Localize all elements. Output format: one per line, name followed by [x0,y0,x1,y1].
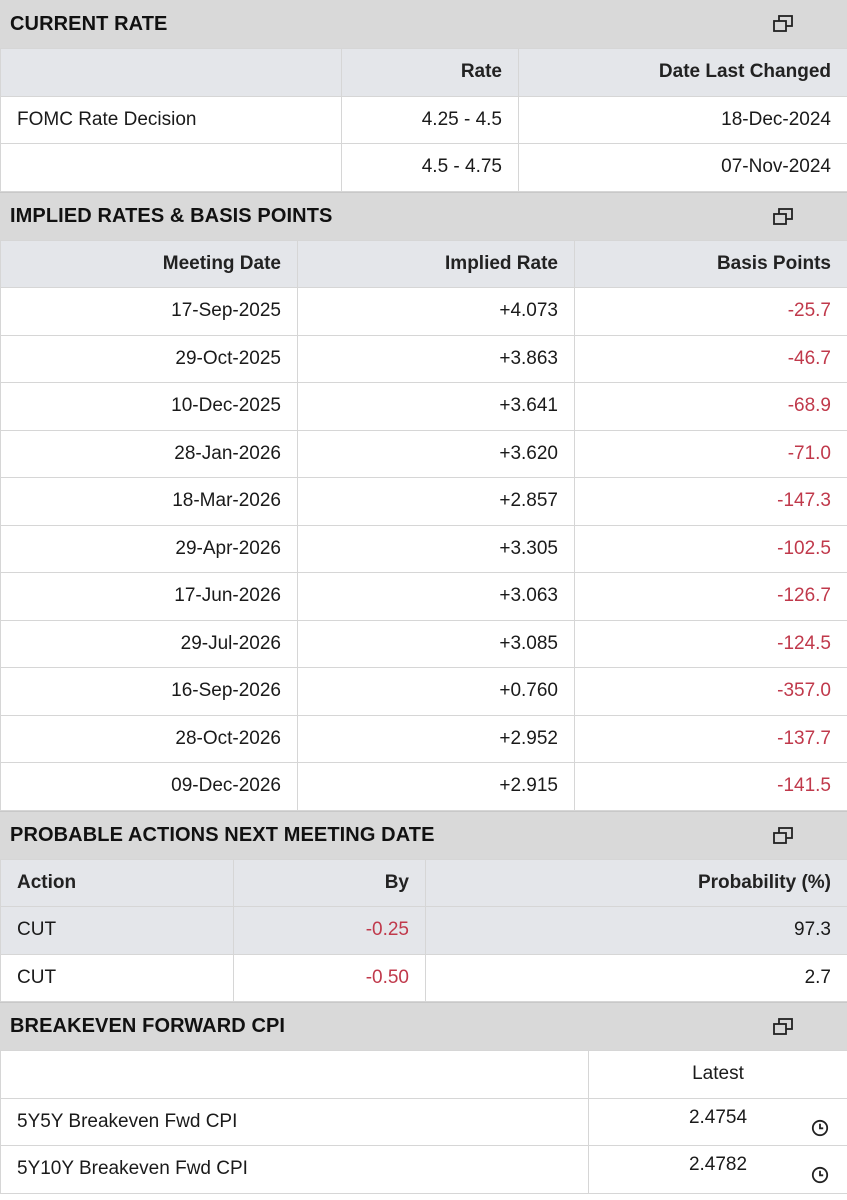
table-header-row [1,240,847,288]
action-by: -0.50 [234,954,426,1002]
section-title: PROBABLE ACTIONS NEXT MEETING DATE [10,823,435,846]
column-header-basis-points: Basis Points [575,240,847,288]
meeting-date: 29-Oct-2025 [1,335,298,383]
table-row [1,763,847,811]
basis-points: -25.7 [575,288,847,336]
rate-name [1,144,342,192]
table-row [1,668,847,716]
rate-name: FOMC Rate Decision [1,96,342,144]
column-header-action: Action [1,859,234,907]
basis-points: -102.5 [575,525,847,573]
action-probability: 97.3 [426,907,847,955]
basis-points: -126.7 [575,573,847,621]
action-by: -0.25 [234,907,426,955]
table-row [1,144,847,192]
cpi-latest-value: 2.4782 [688,1154,748,1175]
rate-date: 07-Nov-2024 [519,144,847,192]
meeting-date: 17-Jun-2026 [1,573,298,621]
table-row [1,383,847,431]
breakeven-cpi-table [0,1050,847,1194]
implied-rate: +3.305 [298,525,575,573]
meeting-date: 29-Jul-2026 [1,620,298,668]
implied-rates-header [0,192,847,240]
clock-icon[interactable] [811,1119,829,1137]
basis-points: -357.0 [575,668,847,716]
implied-rate: +3.085 [298,620,575,668]
table-row [1,288,847,336]
popout-window-icon[interactable] [773,1018,793,1036]
implied-rate: +3.863 [298,335,575,383]
column-header-latest: Latest [589,1051,847,1099]
meeting-date: 29-Apr-2026 [1,525,298,573]
action-type: CUT [1,954,234,1002]
table-row [1,478,847,526]
implied-rate: +2.915 [298,763,575,811]
implied-rate: +2.857 [298,478,575,526]
table-row [1,96,847,144]
basis-points: -124.5 [575,620,847,668]
popout-window-icon[interactable] [773,208,793,226]
implied-rate: +2.952 [298,715,575,763]
table-header-row [1,49,847,97]
implied-rate: +3.063 [298,573,575,621]
meeting-date: 18-Mar-2026 [1,478,298,526]
column-header-date-last-changed: Date Last Changed [519,49,847,97]
rate-date: 18-Dec-2024 [519,96,847,144]
current-rate-header [0,0,847,48]
clock-icon[interactable] [811,1166,829,1184]
table-row [1,715,847,763]
popout-window-icon[interactable] [773,15,793,33]
current-rate-table [0,48,847,192]
column-header [1,1051,589,1099]
section-title: BREAKEVEN FORWARD CPI [10,1015,286,1037]
meeting-date: 28-Jan-2026 [1,430,298,478]
basis-points: -141.5 [575,763,847,811]
breakeven-cpi-header [0,1002,847,1050]
table-row [1,1098,847,1146]
implied-rate: +3.641 [298,383,575,431]
popout-window-icon[interactable] [773,827,793,845]
meeting-date: 10-Dec-2025 [1,383,298,431]
section-title: IMPLIED RATES & BASIS POINTS [10,204,333,227]
cpi-name: 5Y5Y Breakeven Fwd CPI [1,1098,589,1146]
action-probability: 2.7 [426,954,847,1002]
implied-rate: +3.620 [298,430,575,478]
basis-points: -147.3 [575,478,847,526]
column-header [1,49,342,97]
column-header-meeting-date: Meeting Date [1,240,298,288]
column-header-implied-rate: Implied Rate [298,240,575,288]
action-type: CUT [1,907,234,955]
probable-actions-table [0,859,847,1003]
cpi-name: 5Y10Y Breakeven Fwd CPI [1,1146,589,1194]
section-title: CURRENT RATE [10,12,168,35]
basis-points: -137.7 [575,715,847,763]
meeting-date: 17-Sep-2025 [1,288,298,336]
meeting-date: 16-Sep-2026 [1,668,298,716]
table-header-row [1,859,847,907]
table-row [1,1146,847,1194]
basis-points: -71.0 [575,430,847,478]
rate-value: 4.25 - 4.5 [342,96,519,144]
column-header-probability: Probability (%) [426,859,847,907]
cpi-value-cell [589,1098,847,1146]
meeting-date: 09-Dec-2026 [1,763,298,811]
column-header-by: By [234,859,426,907]
table-row [1,907,847,955]
probable-actions-header [0,811,847,859]
implied-rate: +4.073 [298,288,575,336]
table-row [1,335,847,383]
table-row [1,954,847,1002]
implied-rates-table [0,240,847,811]
table-row [1,430,847,478]
cpi-value-cell [589,1146,847,1194]
implied-rate: +0.760 [298,668,575,716]
table-row [1,620,847,668]
column-header-rate: Rate [342,49,519,97]
table-row [1,525,847,573]
basis-points: -46.7 [575,335,847,383]
cpi-latest-value: 2.4754 [688,1106,748,1128]
basis-points: -68.9 [575,383,847,431]
table-header-row [1,1051,847,1099]
meeting-date: 28-Oct-2026 [1,715,298,763]
rate-value: 4.5 - 4.75 [342,144,519,192]
table-row [1,573,847,621]
